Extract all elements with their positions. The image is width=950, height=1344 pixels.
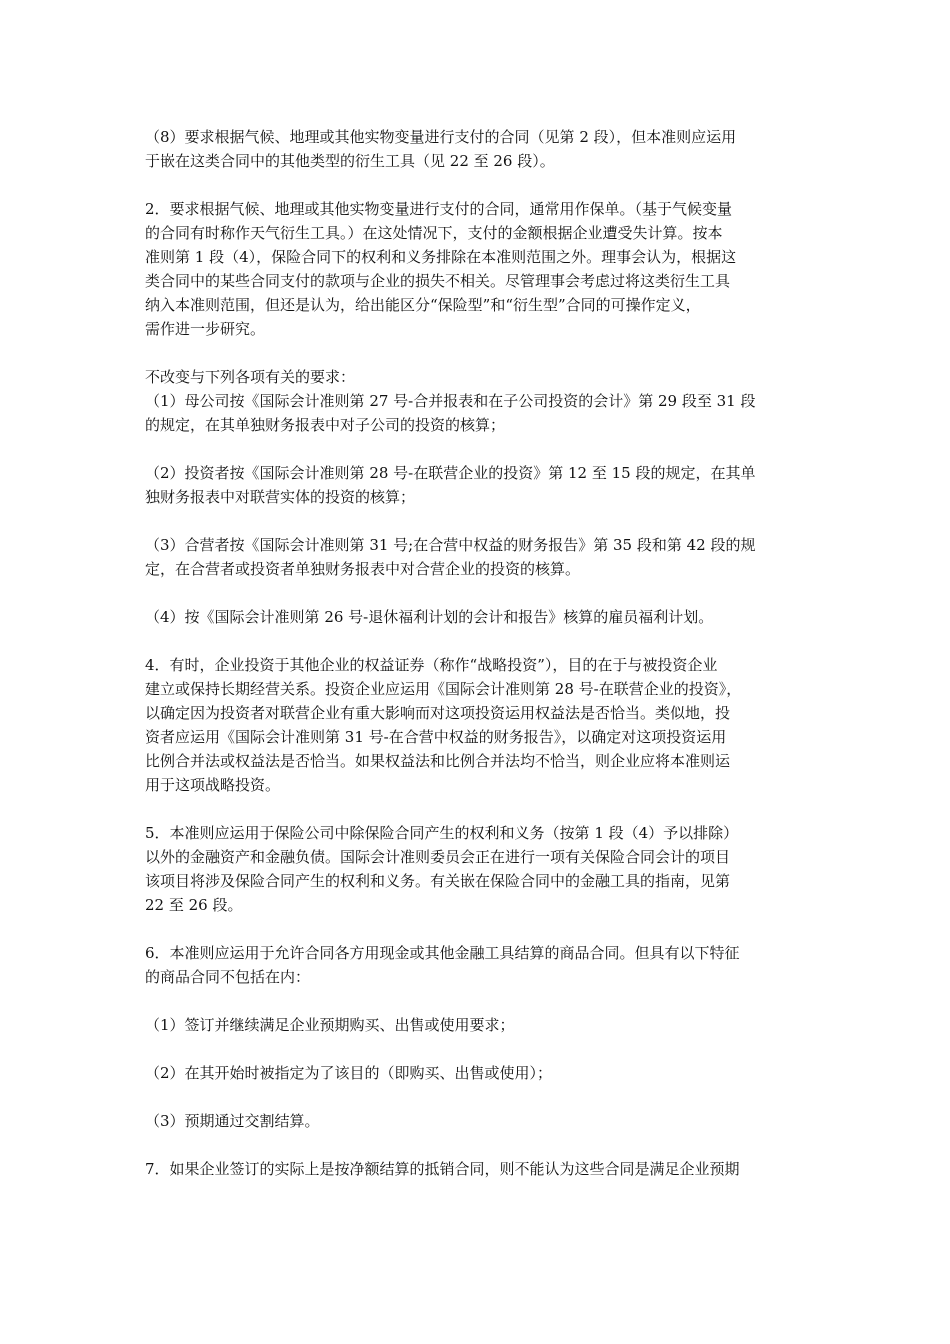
paragraph-line: （2）在其开始时被指定为了该目的（即购买、出售或使用）； [145,1064,553,1082]
paragraph [145,365,815,389]
paragraph-line: （2）投资者按《国际会计准则第 28 号-在联营企业的投资》第 12 至 15 段的规定，在其单 [145,464,756,482]
paragraph-line: 类合同中的某些合同支付的款项与企业的损失不相关。尽管理事会考虑过将这类衍生工具 [145,272,731,290]
paragraph-line: 建立或保持长期经营关系。投资企业应运用《国际会计准则第 28 号-在联营企业的投资》， [145,680,742,698]
paragraph-line: 该项目将涉及保险合同产生的权利和义务。有关嵌在保险合同中的金融工具的指南，见第 [145,872,731,890]
paragraph-line: 比例合并法或权益法是否恰当。如果权益法和比例合并法均不恰当，则企业应将本准则运 [145,752,731,770]
paragraph-line: 的商品合同不包括在内： [145,968,311,986]
paragraph-line: （8）要求根据气候、地理或其他实物变量进行支付的合同（见第 2 段），但本准则应运用 [145,128,737,146]
paragraph-line: 2．要求根据气候、地理或其他实物变量进行支付的合同，通常用作保单。（基于气候变量 [145,200,733,218]
paragraph [145,389,815,437]
paragraph-line: 以确定因为投资者对联营企业有重大影响而对这项投资运用权益法是否恰当。类似地，投 [145,704,731,722]
paragraph [145,941,815,989]
paragraph [145,821,815,917]
paragraph-line: 的规定，在其单独财务报表中对子公司的投资的核算； [145,416,506,434]
paragraph-line: 定，在合营者或投资者单独财务报表中对合营企业的投资的核算。 [145,560,581,578]
paragraph-line: 独财务报表中对联营实体的投资的核算； [145,488,416,506]
document-body [145,125,815,1205]
paragraph-line: （3）预期通过交割结算。 [145,1112,320,1130]
paragraph [145,605,815,629]
paragraph-line: （1）母公司按《国际会计准则第 27 号-合并报表和在子公司投资的会计》第 29 段至 31 段 [145,392,756,410]
paragraph-line: （4）按《国际会计准则第 26 号-退休福利计划的会计和报告》核算的雇员福利计划。 [145,608,714,626]
paragraph [145,1109,815,1133]
paragraph-line: 于嵌在这类合同中的其他类型的衍生工具（见 22 至 26 段）。 [145,152,555,170]
paragraph [145,461,815,509]
paragraph-line: 用于这项战略投资。 [145,776,281,794]
paragraph-line: 不改变与下列各项有关的要求： [145,368,356,386]
paragraph-line: 5．本准则应运用于保险公司中除保险合同产生的权利和义务（按第 1 段（4）予以排除） [145,824,739,842]
paragraph-line: 需作进一步研究。 [145,320,266,338]
paragraph [145,653,815,797]
paragraph-line: 22 至 26 段。 [145,896,243,914]
paragraph-line: 的合同有时称作天气衍生工具。）在这处情况下，支付的金额根据企业遭受失计算。按本 [145,224,723,242]
paragraph-line: （1）签订并继续满足企业预期购买、出售或使用要求； [145,1016,515,1034]
paragraph [145,533,815,581]
paragraph [145,1013,815,1037]
paragraph-line: 纳入本准则范围，但还是认为，给出能区分“保险型”和“衍生型”合同的可操作定义， [145,296,701,314]
paragraph-line: 以外的金融资产和金融负债。国际会计准则委员会正在进行一项有关保险合同会计的项目 [145,848,731,866]
paragraph-line: （3）合营者按《国际会计准则第 31 号;在合营中权益的财务报告》第 35 段和第 42 段的规 [145,536,756,554]
paragraph-line: 6．本准则应运用于允许合同各方用现金或其他金融工具结算的商品合同。但具有以下特征 [145,944,740,962]
paragraph-line: 资者应运用《国际会计准则第 31 号-在合营中权益的财务报告》，以确定对这项投资运用 [145,728,727,746]
paragraph-line: 7．如果企业签订的实际上是按净额结算的抵销合同，则不能认为这些合同是满足企业预期 [145,1160,740,1178]
paragraph [145,1157,815,1181]
paragraph-line: 准则第 1 段（4），保险合同下的权利和义务排除在本准则范围之外。理事会认为，根据这 [145,248,737,266]
paragraph-line: 4．有时，企业投资于其他企业的权益证券（称作“战略投资”），目的在于与被投资企业 [145,656,718,674]
paragraph [145,125,815,173]
paragraph [145,197,815,341]
paragraph [145,1061,815,1085]
